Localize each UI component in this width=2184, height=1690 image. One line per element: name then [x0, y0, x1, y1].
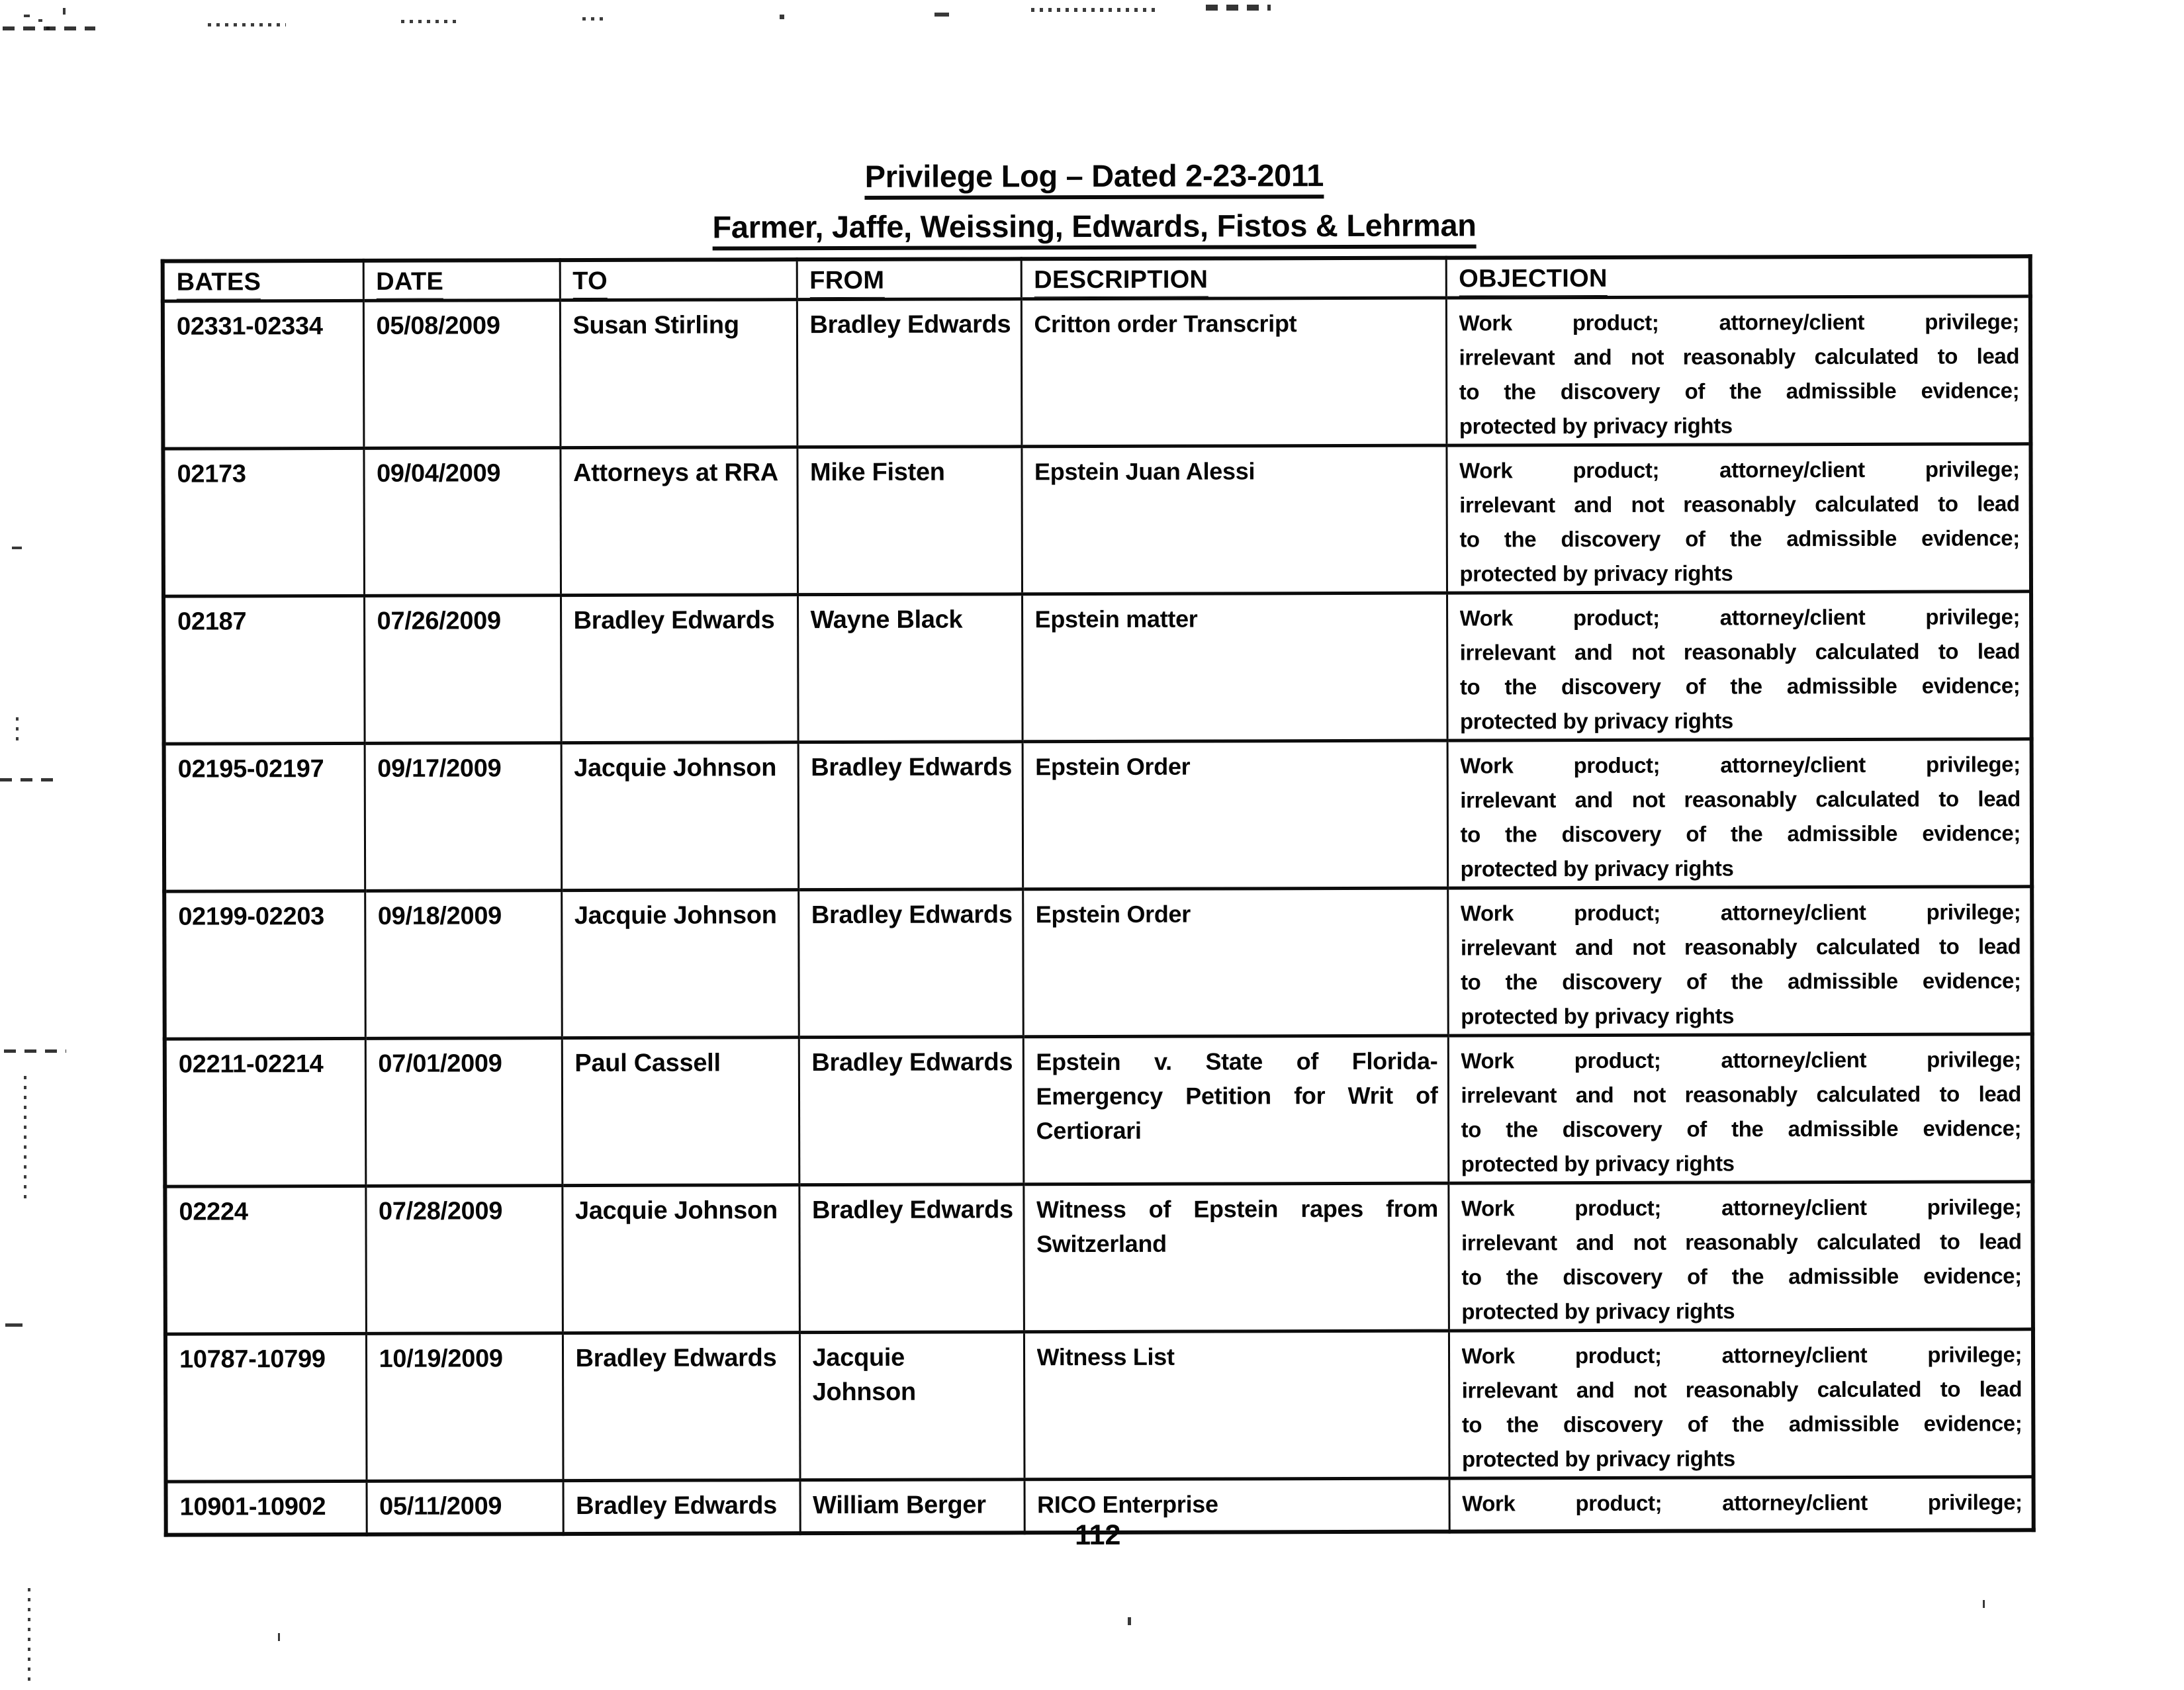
to-cell: Bradley Edwards: [561, 595, 798, 743]
date-cell: 05/08/2009: [363, 300, 561, 449]
bates-cell: 02199-02203: [164, 891, 365, 1039]
document-subtitle-text: Farmer, Jaffe, Weissing, Edwards, Fistos & Lehrman: [712, 207, 1476, 250]
scan-artifact: [12, 547, 22, 549]
table-row: [165, 1182, 2033, 1334]
from-cell: Jacquie Johnson: [799, 1332, 1024, 1480]
cell-line: Work product; attorney/client privilege;: [1459, 457, 2020, 483]
cell-line: to the discovery of the admissible evidence;: [1461, 968, 2021, 995]
table-row: [165, 1329, 2034, 1482]
column-header-label: OBJECTION: [1459, 265, 1608, 298]
description-cell: [1022, 593, 1447, 742]
cell-line: Work product; attorney/client privilege;: [1459, 604, 2021, 631]
cell-line: protected by privacy rights: [1459, 413, 1733, 439]
cell-line: irrelevant and not reasonably calculated to lead: [1459, 639, 2021, 665]
to-cell: Paul Cassell: [562, 1038, 799, 1186]
from-cell: Wayne Black: [797, 594, 1023, 742]
header-row: [163, 256, 2030, 301]
cell-line: to the discovery of the admissible evidence;: [1460, 821, 2021, 847]
cell-line: protected by privacy rights: [1461, 1003, 1735, 1029]
cell-line: RICO Enterprise: [1037, 1490, 1218, 1519]
column-header-description: [1021, 258, 1446, 299]
from-cell: Bradley Edwards: [799, 1037, 1024, 1185]
cell-line: to the discovery of the admissible evidence;: [1461, 1263, 2022, 1290]
objection-cell: [1447, 887, 2032, 1036]
bates-cell: 02187: [163, 596, 365, 744]
from-cell: Mike Fisten: [797, 447, 1022, 595]
cell-line: Work product; attorney/client privilege;: [1459, 309, 2019, 335]
cell-line: protected by privacy rights: [1461, 1151, 1735, 1177]
table-row: [163, 592, 2032, 744]
description-cell: [1023, 740, 1448, 889]
description-cell: [1021, 445, 1447, 594]
scan-artifact: [582, 17, 608, 21]
date-cell: 09/17/2009: [365, 743, 562, 891]
to-cell: Jacquie Johnson: [561, 890, 799, 1038]
cell-line: Epstein Juan Alessi: [1034, 457, 1255, 486]
description-cell: [1023, 1036, 1449, 1184]
cell-line: to the discovery of the admissible evidence;: [1459, 673, 2021, 699]
scan-artifact: [24, 1076, 26, 1202]
cell-line: Epstein Order: [1035, 752, 1191, 781]
scan-artifact: [38, 19, 42, 22]
from-cell: Bradley Edwards: [799, 1184, 1024, 1333]
document-title: [160, 155, 2028, 196]
table-row: [163, 444, 2031, 596]
scan-artifact: [1983, 1600, 1985, 1608]
date-cell: 09/04/2009: [363, 448, 561, 596]
scan-artifact: [278, 1633, 280, 1641]
cell-line: irrelevant and not reasonably calculated to lead: [1461, 1376, 2023, 1403]
date-cell: 05/11/2009: [367, 1481, 563, 1534]
scan-artifact: [1031, 8, 1156, 12]
table-row: [164, 887, 2032, 1039]
scan-artifact: [0, 778, 60, 781]
column-header-from: [797, 259, 1021, 299]
description-cell: [1023, 888, 1448, 1037]
privilege-log-table: [161, 254, 2036, 1536]
cell-line: irrelevant and not reasonably calculated to lead: [1459, 343, 2020, 370]
bates-cell: 02173: [163, 448, 364, 596]
bates-cell: 10901-10902: [166, 1481, 367, 1534]
scan-artifact: [4, 1049, 66, 1053]
cell-line: Work product; attorney/client privilege;: [1460, 899, 2021, 926]
to-cell: Susan Stirling: [560, 300, 797, 448]
from-cell: Bradley Edwards: [797, 299, 1022, 447]
column-header-bates: [163, 261, 363, 301]
scan-artifact: [28, 1588, 30, 1686]
date-cell: 07/26/2009: [364, 596, 561, 744]
objection-cell: [1447, 739, 2032, 888]
column-header-label: FROM: [809, 267, 884, 300]
cell-line: irrelevant and not reasonably calculated to lead: [1460, 786, 2021, 813]
cell-line: protected by privacy rights: [1459, 708, 1733, 734]
cell-line: irrelevant and not reasonably calculated to lead: [1461, 1229, 2022, 1255]
cell-line: irrelevant and not reasonably calculated to lead: [1460, 934, 2021, 960]
date-cell: 09/18/2009: [365, 891, 562, 1039]
cell-line: Witness List: [1036, 1343, 1175, 1371]
date-cell: 07/01/2009: [365, 1038, 563, 1186]
cell-line: Epstein matter: [1034, 605, 1198, 633]
cell-line: protected by privacy rights: [1460, 856, 1734, 881]
scan-artifact: [63, 8, 66, 15]
scan-artifact: [208, 23, 286, 26]
cell-line: Witness of Epstein rapes from: [1036, 1194, 1438, 1223]
cell-line: Switzerland: [1036, 1229, 1167, 1258]
cell-line: to the discovery of the admissible evidence;: [1461, 1116, 2022, 1142]
column-header-label: TO: [572, 267, 608, 300]
document-title-text: Privilege Log – Dated 2-23-2011: [865, 157, 1324, 200]
from-cell: William Berger: [800, 1480, 1024, 1533]
objection-cell: [1449, 1329, 2034, 1478]
scan-artifact: [3, 26, 95, 30]
cell-line: protected by privacy rights: [1461, 1298, 1735, 1324]
from-cell: Bradley Edwards: [798, 742, 1023, 890]
cell-line: Epstein v. State of Florida-: [1036, 1047, 1438, 1076]
cell-line: irrelevant and not reasonably calculated to lead: [1459, 491, 2020, 517]
table-row: [163, 296, 2031, 449]
objection-cell: [1446, 444, 2031, 593]
scan-artifact: [401, 20, 458, 23]
scan-artifact: [780, 15, 784, 19]
cell-line: Work product; attorney/client privilege;: [1460, 752, 2021, 778]
date-cell: 10/19/2009: [366, 1333, 563, 1482]
cell-line: protected by privacy rights: [1459, 560, 1733, 586]
column-header-label: DATE: [376, 268, 443, 301]
to-cell: Bradley Edwards: [563, 1480, 800, 1534]
description-cell: [1024, 1331, 1449, 1480]
scan-artifact: [934, 13, 949, 17]
cell-line: Work product; attorney/client privilege;: [1461, 1194, 2022, 1221]
column-header-objection: [1446, 256, 2030, 298]
scan-artifact: [16, 717, 19, 741]
cell-line: Certiorari: [1036, 1116, 1142, 1145]
bates-cell: 10787-10799: [165, 1333, 367, 1482]
bates-cell: 02195-02197: [164, 743, 365, 891]
to-cell: Bradley Edwards: [563, 1333, 800, 1481]
table-row: [165, 1034, 2033, 1186]
column-header-label: BATES: [177, 268, 261, 301]
cell-line: to the discovery of the admissible evidence;: [1461, 1411, 2023, 1437]
from-cell: Bradley Edwards: [798, 889, 1023, 1038]
description-cell: [1021, 298, 1447, 447]
scan-artifact: [24, 15, 30, 17]
cell-line: Work product; attorney/client privilege;: [1461, 1047, 2021, 1073]
document-subtitle: [160, 205, 2028, 246]
bates-cell: 02224: [165, 1186, 366, 1334]
cell-line: Epstein Order: [1035, 900, 1191, 928]
cell-line: to the discovery of the admissible evidence;: [1459, 378, 2020, 404]
cell-line: Work product; attorney/client privilege;: [1461, 1342, 2023, 1368]
objection-cell: [1447, 592, 2032, 740]
scan-artifact: [1128, 1617, 1131, 1625]
table-row: [164, 739, 2032, 891]
scan-artifact: [1206, 5, 1271, 11]
objection-cell: [1446, 296, 2031, 445]
description-cell: [1023, 1183, 1449, 1332]
bates-cell: 02211-02214: [165, 1038, 366, 1186]
objection-cell: [1448, 1182, 2033, 1331]
bates-cell: 02331-02334: [163, 300, 364, 449]
column-header-label: DESCRIPTION: [1034, 266, 1208, 299]
scan-artifact: [5, 1323, 23, 1327]
to-cell: Jacquie Johnson: [562, 1185, 799, 1333]
cell-line: Emergency Petition for Writ of: [1036, 1081, 1438, 1110]
page-number: 112: [1074, 1519, 1121, 1552]
cell-line: protected by privacy rights: [1461, 1446, 1735, 1472]
to-cell: Jacquie Johnson: [561, 742, 799, 891]
column-header-to: [560, 259, 797, 300]
column-header-date: [363, 260, 560, 300]
cell-line: irrelevant and not reasonably calculated to lead: [1461, 1081, 2022, 1108]
cell-line: to the discovery of the admissible evidence;: [1459, 525, 2020, 552]
cell-line: Critton order Transcript: [1034, 310, 1297, 338]
cell-line: Work product; attorney/client privilege;: [1462, 1490, 2023, 1516]
to-cell: Attorneys at RRA: [560, 447, 797, 596]
date-cell: 07/28/2009: [365, 1186, 563, 1334]
objection-cell: [1448, 1034, 2033, 1183]
